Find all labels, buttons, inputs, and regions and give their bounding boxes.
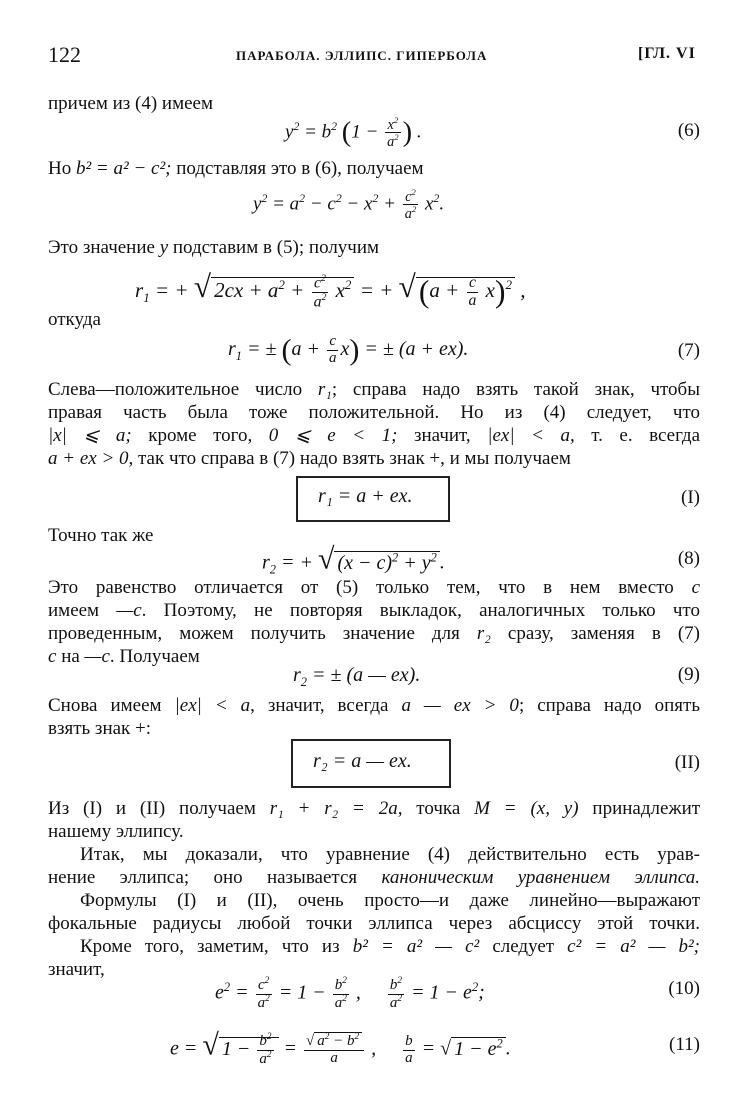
equation-number: (8) [677,548,700,569]
text-line: проведенным, можем получить значение для r₂ сразу, заменяя в (7) [48,623,701,644]
formula-r1-root: $r_1$ = + √ $2cx + a^2$ + $\frac{c^2}{a^2}$ $x^2$ = + √(a + $\frac{c}{a}$ x)$^2$ , [135,269,526,310]
equation-number: (11) [669,1034,700,1055]
text-line: Формулы (I) и (II), очень просто—и даже линейно—выражают [80,890,700,911]
text-line: Это равенство отличается от (5) только тем, что в нем вместо c [48,577,701,598]
text-line: нение эллипса; оно называется каноническим уравнением эллипса. [48,867,700,888]
text-line: значит, [48,959,105,980]
formula-11: e = √ 1 − $\frac{b^2}{a^2}$ = $\frac{√ a^2 - b^2}{a}$ , $\frac{b}{a}$ = √ $1 - e^2$ . [170,1028,511,1067]
text-line: Снова имеем |ex| < a, значит, всегда a — ex > 0; справа надо опять [48,695,700,716]
text-line: фокальные радиусы любой точки эллипса через абсциссу этой точки. [48,913,700,934]
equation-number: (6) [677,120,700,141]
formula-10: $e^2$ = $\frac{c^2}{a^2}$ = 1 − $\frac{b^2}{a^2}$ , $\frac{b^2}{a^2}$ = $1 - e^2$; [215,975,485,1011]
equation-number: (10) [668,978,700,999]
text-line: откуда [48,309,101,330]
text-line: Точно так же [48,525,154,546]
chapter-label: [ГЛ. VI [638,45,696,62]
equation-number: (II) [674,752,700,773]
text-line: правая часть была тоже положительной. Но из (4) следует, что [48,402,700,423]
equation-number: (I) [681,487,700,508]
equation-number: (9) [677,664,700,685]
text-line: Это значение y подставим в (5); получим [48,237,380,258]
text-line: Из (I) и (II) получаем r₁ + r₂ = 2a, точка M = (x, y) принадлежит [48,798,701,819]
text-line: имеем —c. Поэтому, не повторяя выкладок, аналогичных только что [48,600,700,621]
text-line: c на —c. Получаем [48,646,200,667]
text-line: Итак, мы доказали, что уравнение (4) действительно есть урав- [80,844,700,865]
formula-II: r₂ = a — ex. [313,750,412,772]
text-line: нашему эллипсу. [48,821,184,842]
text-line: взять знак +: [48,718,152,739]
equation-number: (7) [677,340,700,361]
formula-9: $r_2$ = ± (a — ex). [293,664,421,689]
text-line: Слева—положительное число r₁; справа надо взять такой знак, чтобы [48,379,700,400]
text-line: |x| ⩽ a; кроме того, 0 ⩽ e < 1; значит, |ex| < a, т. е. всегда [48,425,701,446]
page-number: 122 [48,42,81,67]
text-line: причем из (4) имеем [48,93,214,114]
formula-8: $r_2$ = + √ $(x - c)^2 + y^2$ . [262,542,445,577]
running-title: ПАРАБОЛА. ЭЛЛИПС. ГИПЕРБОЛА [236,48,488,63]
text-line: Кроме того, заметим, что из b² = a² — c² следует c² = a² — b²; [80,936,701,957]
formula-7: $r_1$ = ± (a + $\frac{c}{a}$ x) = ± (a + ex). [228,333,469,367]
formula-I: r₁ = a + ex. [318,485,413,507]
text-line: a + ex > 0, так что справа в (7) надо взять знак +, и мы получаем [48,448,571,469]
formula-y2: $y^2 = a^2 - c^2 - x^2$ + $\frac{c^2}{a^2}$ $x^2$. [253,186,445,223]
formula-6: $y^2 = b^2$ (1 − $\frac{x^2}{a^2}$ ) . [285,114,422,151]
text-line: Но b² = a² − c²; подставляя это в (6), получаем [48,158,424,179]
